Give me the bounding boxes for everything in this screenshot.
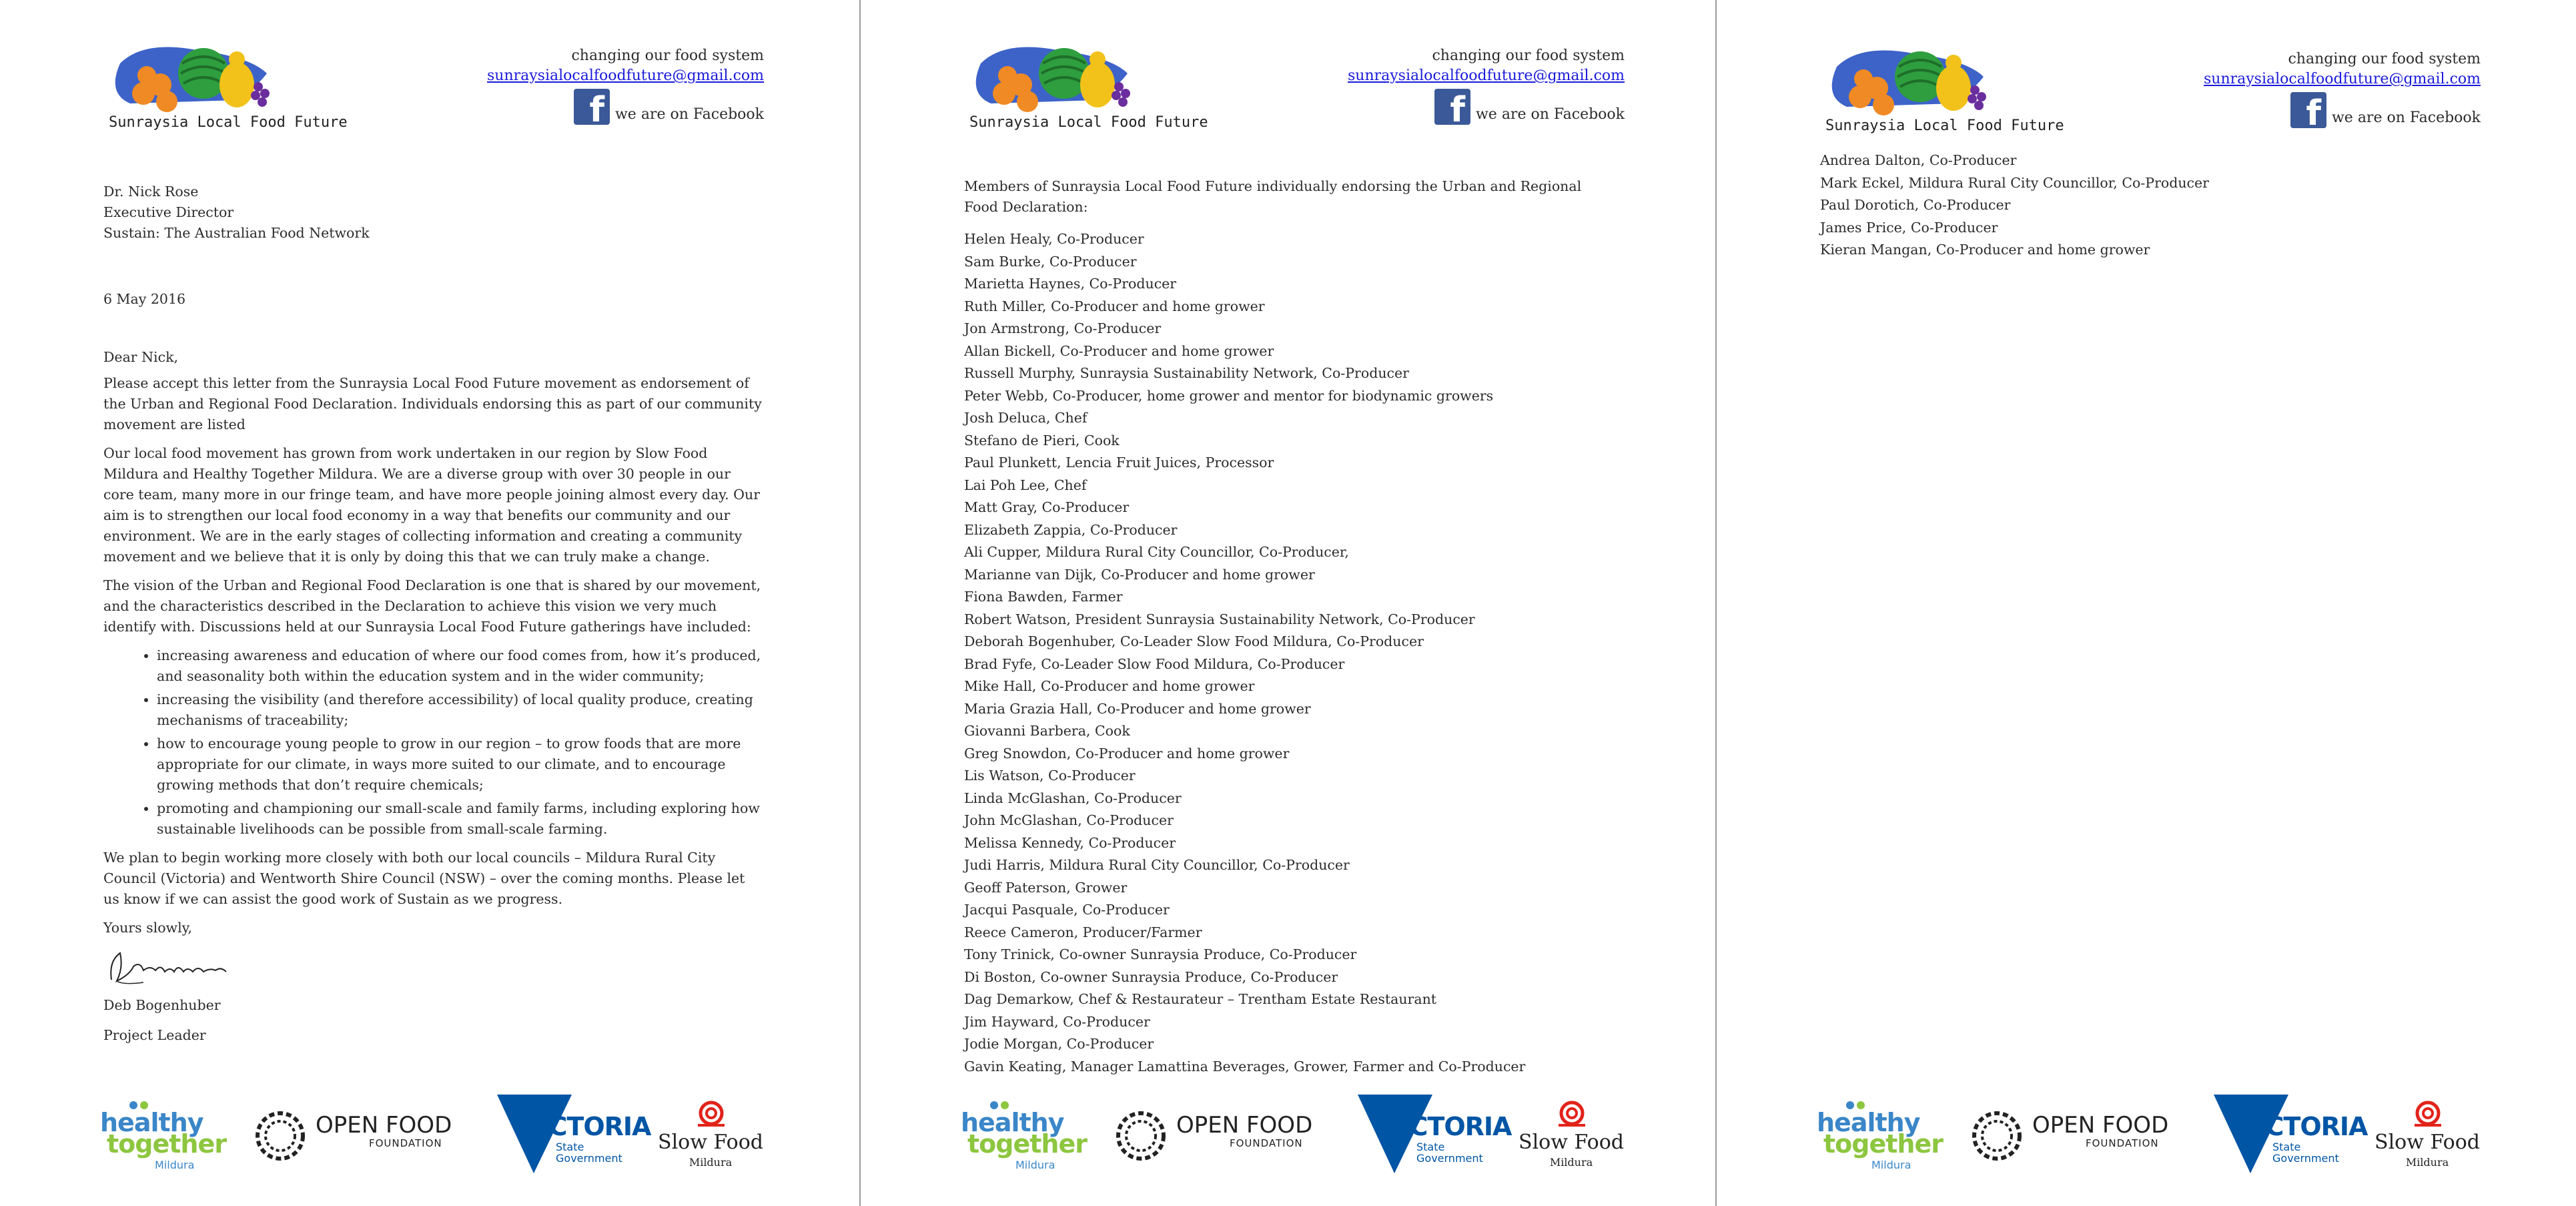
tagline: changing our food system (571, 47, 764, 64)
closing-paragraph: We plan to begin working more closely with both our local councils – Mildura Rural City Council (Victoria) and Wentworth Shire Council (NSW) – over the coming months. Please let us know if we can assist the good work of Sustain as we progress. (103, 850, 745, 907)
email-link[interactable]: sunraysialocalfoodfuture@gmail.com (1347, 67, 1625, 84)
slow-food-logo: Slow Food Mildura (654, 1100, 767, 1173)
member-row: Elizabeth Zappia, Co-Producer (964, 521, 1178, 538)
facebook-icon[interactable]: f (1434, 89, 1470, 125)
slow-food-logo: Slow Food Mildura (1515, 1100, 1628, 1173)
members-intro: Members of Sunraysia Local Food Future individually endorsing the Urban and Regional Food Declaration: (964, 178, 1582, 215)
facebook-label: we are on Facebook (1475, 106, 1625, 123)
facebook-row[interactable] (1348, 89, 1625, 130)
org-name: Sunraysia Local Food Future (1825, 117, 2064, 134)
letter-body (103, 182, 764, 1046)
member-row: Gavin Keating, Manager Lamattina Beverages, Grower, Farmer and Co-Producer (964, 1058, 1526, 1075)
member-row: Josh Deluca, Chef (964, 410, 1088, 426)
member-row: Sam Burke, Co-Producer (964, 253, 1137, 270)
list-item: • increasing the visibility (and therefore accessibility) of local quality produce, creating mechanisms of traceability; (157, 689, 764, 731)
member-row: Paul Dorotich, Co-Producer (1820, 197, 2011, 213)
member-row: Maria Grazia Hall, Co-Producer and home grower (964, 700, 1311, 717)
member-row: Robert Watson, President Sunraysia Sustainability Network, Co-Producer (964, 611, 1475, 627)
member-row: Mark Eckel, Mildura Rural City Councillor, Co-Producer (1820, 174, 2209, 191)
member-row: Deborah Bogenhuber, Co-Leader Slow Food Mildura, Co-Producer (964, 633, 1424, 649)
sign-off: Yours slowly, (103, 920, 193, 936)
facebook-row[interactable] (487, 89, 764, 130)
letter-date: 6 May 2016 (103, 291, 186, 307)
open-food-foundation-logo: OPEN FOOD FOUNDATION (252, 1108, 439, 1168)
signer-title: Project Leader (103, 1027, 206, 1043)
member-row: Matt Gray, Co-Producer (964, 499, 1130, 515)
recipient-line: Dr. Nick Rose (103, 184, 199, 200)
healthy-together-logo: healthy together Mildura (100, 1100, 207, 1173)
footer-logos (100, 1095, 767, 1175)
victoria-government-logo: VICTORIA State Government (1358, 1095, 1491, 1173)
open-food-foundation-logo: OPEN FOOD FOUNDATION (1113, 1108, 1300, 1168)
letterhead (964, 37, 1625, 137)
letter-page-3 (1717, 0, 2576, 1206)
contact-block (1347, 46, 1625, 130)
org-logo (103, 37, 357, 137)
contact-block (2203, 49, 2481, 133)
members-list (1820, 149, 2461, 262)
member-row: Reece Cameron, Producer/Farmer (964, 924, 1202, 940)
snail-icon (695, 1100, 727, 1128)
ofn-wreath-icon (1113, 1108, 1169, 1164)
salutation: Dear Nick, (103, 349, 179, 365)
list-item: • increasing awareness and education of where our food comes from, how it’s produced, and seasonality both within the education system and in the wider community; (157, 645, 764, 687)
recipient-line: Executive Director (103, 204, 234, 220)
letter-page-1 (0, 0, 861, 1206)
slow-food-logo: Slow Food Mildura (2371, 1100, 2484, 1173)
produce-logo-icon (103, 37, 277, 117)
healthy-together-logo: healthy together Mildura (961, 1100, 1067, 1173)
member-row: Stefano de Pieri, Cook (964, 432, 1120, 448)
ofn-wreath-icon (252, 1108, 308, 1164)
member-row: Russell Murphy, Sunraysia Sustainability Network, Co-Producer (964, 365, 1409, 381)
open-food-foundation-logo: OPEN FOOD FOUNDATION (1969, 1108, 2156, 1168)
org-name: Sunraysia Local Food Future (109, 114, 348, 131)
member-row: Linda McGlashan, Co-Producer (964, 790, 1182, 806)
member-row: Brad Fyfe, Co-Leader Slow Food Mildura, Co-Producer (964, 655, 1345, 672)
paragraph: Please accept this letter from the Sunraysia Local Food Future movement as endorsement of the Urban and Regional Food Declaration. Individuals endorsing this as part of our community movement are listed (103, 375, 762, 432)
member-row: Andrea Dalton, Co-Producer (1820, 152, 2017, 168)
email-link[interactable]: sunraysialocalfoodfuture@gmail.com (2203, 71, 2481, 87)
tagline: changing our food system (2288, 51, 2481, 67)
member-row: Giovanni Barbera, Cook (964, 723, 1130, 739)
members-list (964, 228, 1605, 1078)
member-row: Jon Armstrong, Co-Producer (964, 320, 1162, 336)
member-row: Kieran Mangan, Co-Producer and home grower (1820, 242, 2150, 258)
contact-block (486, 46, 764, 130)
signature-image (103, 941, 237, 991)
org-logo (1820, 40, 2074, 140)
paragraph: The vision of the Urban and Regional Food Declaration is one that is shared by our movement, and the characteristics described in the Declaration to achieve this vision we very much identify with. Discussions held at our Sunraysia Local Food Future gatherings have included: (103, 577, 761, 635)
member-row: Geoff Paterson, Grower (964, 879, 1128, 896)
member-row: Ali Cupper, Mildura Rural City Councillor, Co-Producer, (964, 544, 1349, 560)
member-row: Dag Demarkow, Chef & Restaurateur – Trentham Estate Restaurant (964, 991, 1437, 1007)
email-link[interactable]: sunraysialocalfoodfuture@gmail.com (486, 67, 764, 84)
member-row: Greg Snowdon, Co-Producer and home grower (964, 745, 1290, 762)
member-row: Mike Hall, Co-Producer and home grower (964, 678, 1255, 694)
facebook-row[interactable] (2204, 92, 2481, 133)
member-row: Helen Healy, Co-Producer (964, 231, 1144, 247)
footer-logos (1817, 1095, 2484, 1175)
member-row: Lai Poh Lee, Chef (964, 477, 1087, 493)
member-row: Di Boston, Co-owner Sunraysia Produce, Co-Producer (964, 968, 1338, 985)
facebook-icon[interactable]: f (2290, 92, 2326, 128)
member-row: Marietta Haynes, Co-Producer (964, 276, 1177, 292)
member-row: Marianne van Dijk, Co-Producer and home grower (964, 566, 1315, 583)
member-row: Jacqui Pasquale, Co-Producer (964, 902, 1170, 918)
produce-logo-icon (964, 37, 1138, 117)
paragraph: Our local food movement has grown from work undertaken in our region by Slow Food Mildura and Healthy Together Mildura. We are a diverse group with over 30 people in our core team, many more in our fringe team, and have more people joining almost every day. Our aim is to strengthen our local food economy in a way that benefits our community and our environment. We are in the early stages of collecting information and creating a community movement and we believe that it is only by doing this that we can truly make a change. (103, 445, 760, 565)
facebook-label: we are on Facebook (614, 106, 764, 123)
members-section (964, 176, 1605, 1078)
member-row: Allan Bickell, Co-Producer and home grower (964, 342, 1274, 359)
members-section-continued (1820, 149, 2461, 262)
snail-icon (2412, 1100, 2444, 1128)
member-row: Jodie Morgan, Co-Producer (964, 1036, 1154, 1052)
member-row: Judi Harris, Mildura Rural City Councillor, Co-Producer (964, 857, 1350, 873)
snail-icon (1556, 1100, 1588, 1128)
facebook-label: we are on Facebook (2331, 109, 2481, 126)
tagline: changing our food system (1432, 47, 1625, 64)
recipient-line: Sustain: The Australian Food Network (103, 225, 370, 241)
org-name: Sunraysia Local Food Future (969, 114, 1208, 131)
footer-logos (961, 1095, 1628, 1175)
list-item: • how to encourage young people to grow in our region – to grow foods that are more appropriate for our climate, in ways more suited to our climate, and to encourage growing methods that don’t require chemicals; (157, 733, 764, 796)
healthy-together-logo: healthy together Mildura (1817, 1100, 1923, 1173)
member-row: Lis Watson, Co-Producer (964, 768, 1136, 784)
letterhead (103, 37, 764, 137)
signature (103, 941, 764, 991)
facebook-icon[interactable]: f (574, 89, 610, 125)
member-row: Tony Trinick, Co-owner Sunraysia Produce, Co-Producer (964, 946, 1357, 962)
member-row: James Price, Co-Producer (1820, 219, 1998, 236)
member-row: Fiona Bawden, Farmer (964, 589, 1123, 605)
ofn-wreath-icon (1969, 1108, 2025, 1164)
discussion-list (103, 645, 764, 840)
list-item: • promoting and championing our small-scale and family farms, including exploring how sustainable livelihoods can be possible from small-scale farming. (157, 798, 764, 840)
letter-page-2 (861, 0, 1717, 1206)
signer-name: Deb Bogenhuber (103, 997, 221, 1013)
letterhead (1820, 40, 2481, 140)
victoria-government-logo: VICTORIA State Government (497, 1095, 630, 1173)
victoria-government-logo: VICTORIA State Government (2214, 1095, 2347, 1173)
member-row: Peter Webb, Co-Producer, home grower and mentor for biodynamic growers (964, 387, 1494, 404)
member-row: Ruth Miller, Co-Producer and home grower (964, 298, 1265, 314)
member-row: Paul Plunkett, Lencia Fruit Juices, Processor (964, 455, 1274, 471)
member-row: Jim Hayward, Co-Producer (964, 1013, 1150, 1030)
produce-logo-icon (1820, 40, 1994, 120)
member-row: John McGlashan, Co-Producer (964, 812, 1174, 828)
member-row: Melissa Kennedy, Co-Producer (964, 834, 1176, 851)
org-logo (964, 37, 1218, 137)
